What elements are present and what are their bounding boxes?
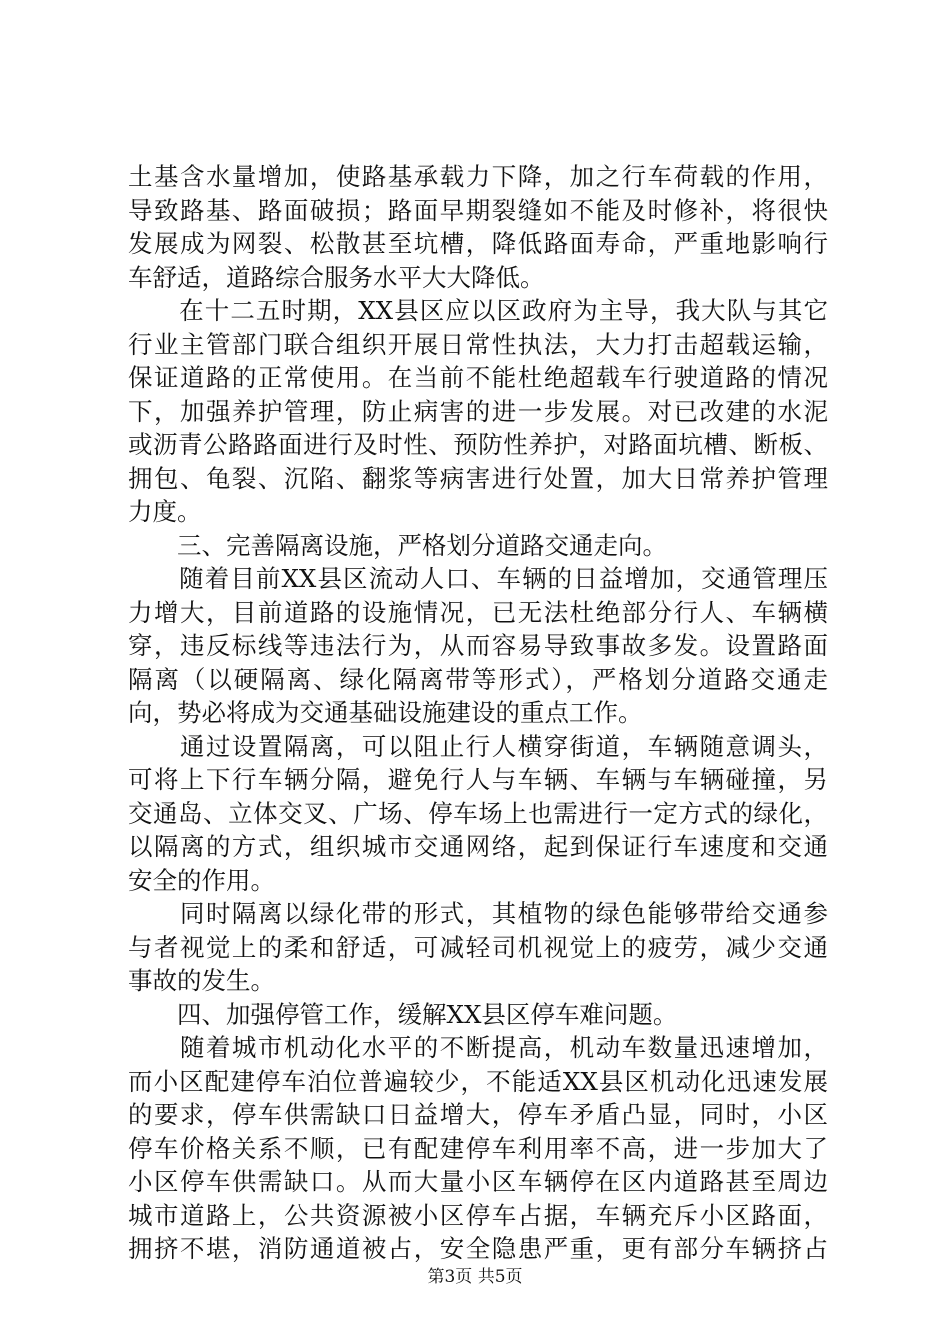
text-line: 交通岛、立体交叉、广场、停车场上也需进行一定方式的绿化，: [128, 798, 828, 828]
text-line: 的要求，停车供需缺口日益增大，停车矛盾凸显，同时，小区: [128, 1100, 828, 1129]
text-line: 拥挤不堪，消防通道被占，安全隐患严重，更有部分车辆挤占: [128, 1234, 828, 1263]
text-line: 同时隔离以绿化带的形式，其植物的绿色能够带给交通参: [128, 899, 828, 928]
text-line: 车舒适，道路综合服务水平大大降低。: [128, 262, 545, 292]
text-line: 事故的发生。: [128, 966, 275, 995]
text-line: 或沥青公路路面进行及时性、预防性养护，对路面坑槽、断板、: [128, 430, 828, 459]
text-line: 安全的作用。: [128, 865, 275, 895]
text-line: 隔离（以硬隔离、绿化隔离带等形式），严格划分道路交通走: [128, 664, 828, 694]
text-line: 力增大，目前道路的设施情况，已无法杜绝部分行人、车辆横: [128, 597, 828, 627]
text-line: 土基含水量增加，使路基承载力下降，加之行车荷载的作用，: [128, 162, 828, 191]
text-line: 随着城市机动化水平的不断提高，机动车数量迅速增加，: [128, 1033, 828, 1062]
text-line: 保证道路的正常使用。在当前不能杜绝超载车行驶道路的情况: [128, 363, 828, 392]
text-line: 四、加强停管工作，缓解XX县区停车难问题。: [128, 999, 678, 1029]
text-line: 下，加强养护管理，防止病害的进一步发展。对已改建的水泥: [128, 396, 828, 426]
page-footer: 第3页 共5页: [427, 1267, 523, 1287]
text-line: 以隔离的方式，组织城市交通网络，起到保证行车速度和交通: [128, 832, 828, 861]
text-line: 小区停车供需缺口。从而大量小区车辆停在区内道路甚至周边: [128, 1167, 828, 1196]
text-line: 而小区配建停车泊位普遍较少，不能适XX县区机动化迅速发展: [128, 1066, 828, 1096]
text-line: 穿，违反标线等违法行为，从而容易导致事故多发。设置路面: [128, 631, 828, 660]
document-body: [128, 160, 828, 1266]
text-line: 可将上下行车辆分隔，避免行人与车辆、车辆与车辆碰撞，另: [128, 765, 828, 794]
text-line: 拥包、龟裂、沉陷、翻浆等病害进行处置，加大日常养护管理: [128, 463, 828, 493]
text-line: 城市道路上，公共资源被小区停车占据，车辆充斥小区路面，: [128, 1200, 828, 1230]
text-line: 力度。: [128, 497, 202, 526]
text-line: 停车价格关系不顺，已有配建停车利用率不高，进一步加大了: [128, 1133, 828, 1163]
text-line: 通过设置隔离，可以阻止行人横穿街道，车辆随意调头，: [128, 731, 828, 761]
text-line: 行业主管部门联合组织开展日常性执法，大力打击超载运输，: [128, 329, 828, 359]
text-line: 与者视觉上的柔和舒适，可减轻司机视觉上的疲劳，减少交通: [128, 932, 828, 962]
text-line: 导致路基、路面破损；路面早期裂缝如不能及时修补，将很快: [128, 195, 828, 225]
text-line: 随着目前XX县区流动人口、车辆的日益增加，交通管理压: [128, 564, 828, 593]
text-line: 在十二五时期，XX县区应以区政府为主导，我大队与其它: [128, 296, 828, 325]
text-line: 向，势必将成为交通基础设施建设的重点工作。: [128, 698, 643, 727]
text-line: 三、完善隔离设施，严格划分道路交通走向。: [128, 530, 667, 560]
text-line: 发展成为网裂、松散甚至坑槽，降低路面寿命，严重地影响行: [128, 229, 828, 258]
